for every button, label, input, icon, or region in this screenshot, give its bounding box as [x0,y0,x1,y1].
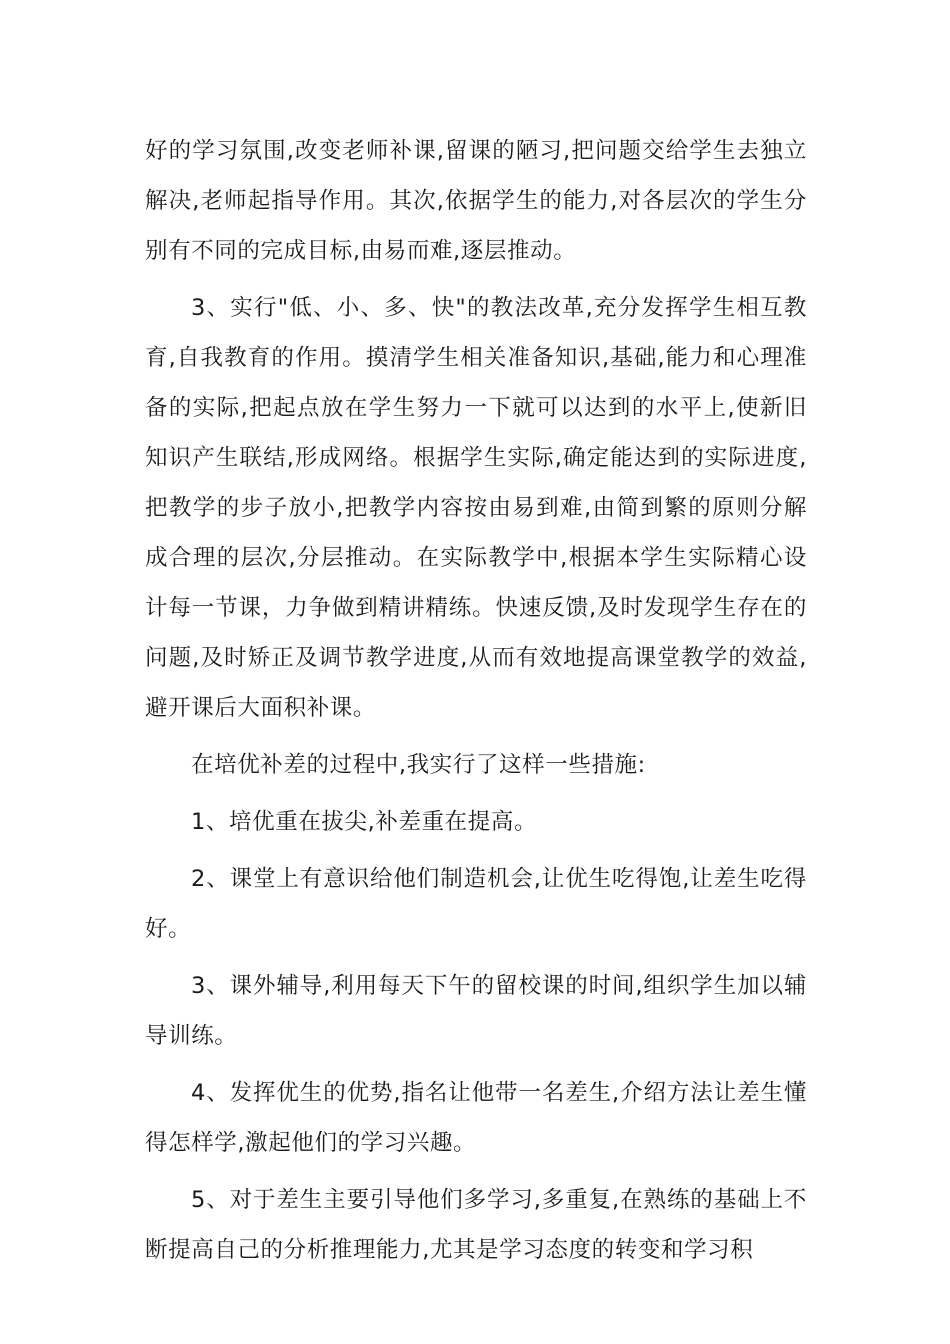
paragraph-7: 4、发挥优生的优势,指名让他带一名差生,介绍方法让差生懂得怎样学,激起他们的学习兴趣。 [145,1080,807,1156]
paragraph-2: 3、实行"低、小、多、快"的教法改革,充分发挥学生相互教育,自我教育的作用。摸清学生相关准备知识,基础,能力和心理准备的实际,把起点放在学生努力一下就可以达到的水平上,使新旧知识产生联结,形成网络。根据学生实际,确定能达到的实际进度,把教学的步子放小,把教学内容按由易到难,由简到繁的原则分解成合理的层次,分层推动。在实际教学中,根据本学生实际精心设计每一节课，力争做到精讲精练。快速反馈,及时发现学生存在的问题,及时矫正及调节教学进度,从而有效地提高课堂教学的效益,避开课后大面积补课。 [145,295,807,721]
paragraph-8: 5、对于差生主要引导他们多学习,多重复,在熟练的基础上不断提高自己的分析推理能力,尤其是学习态度的转变和学习积 [145,1187,807,1263]
paragraph-1: 好的学习氛围,改变老师补课,留课的陋习,把问题交给学生去独立解决,老师起指导作用。其次,依据学生的能力,对各层次的学生分别有不同的完成目标,由易而难,逐层推动。 [145,138,807,264]
paragraph-5: 2、课堂上有意识给他们制造机会,让优生吃得饱,让差生吃得好。 [145,866,807,942]
document-body [145,126,807,1282]
paragraph-4: 1、培优重在拔尖,补差重在提高。 [191,809,538,835]
paragraph-3: 在培优补差的过程中,我实行了这样一些措施: [191,752,646,778]
paragraph-6: 3、课外辅导,利用每天下午的留校课的时间,组织学生加以辅导训练。 [145,973,807,1049]
